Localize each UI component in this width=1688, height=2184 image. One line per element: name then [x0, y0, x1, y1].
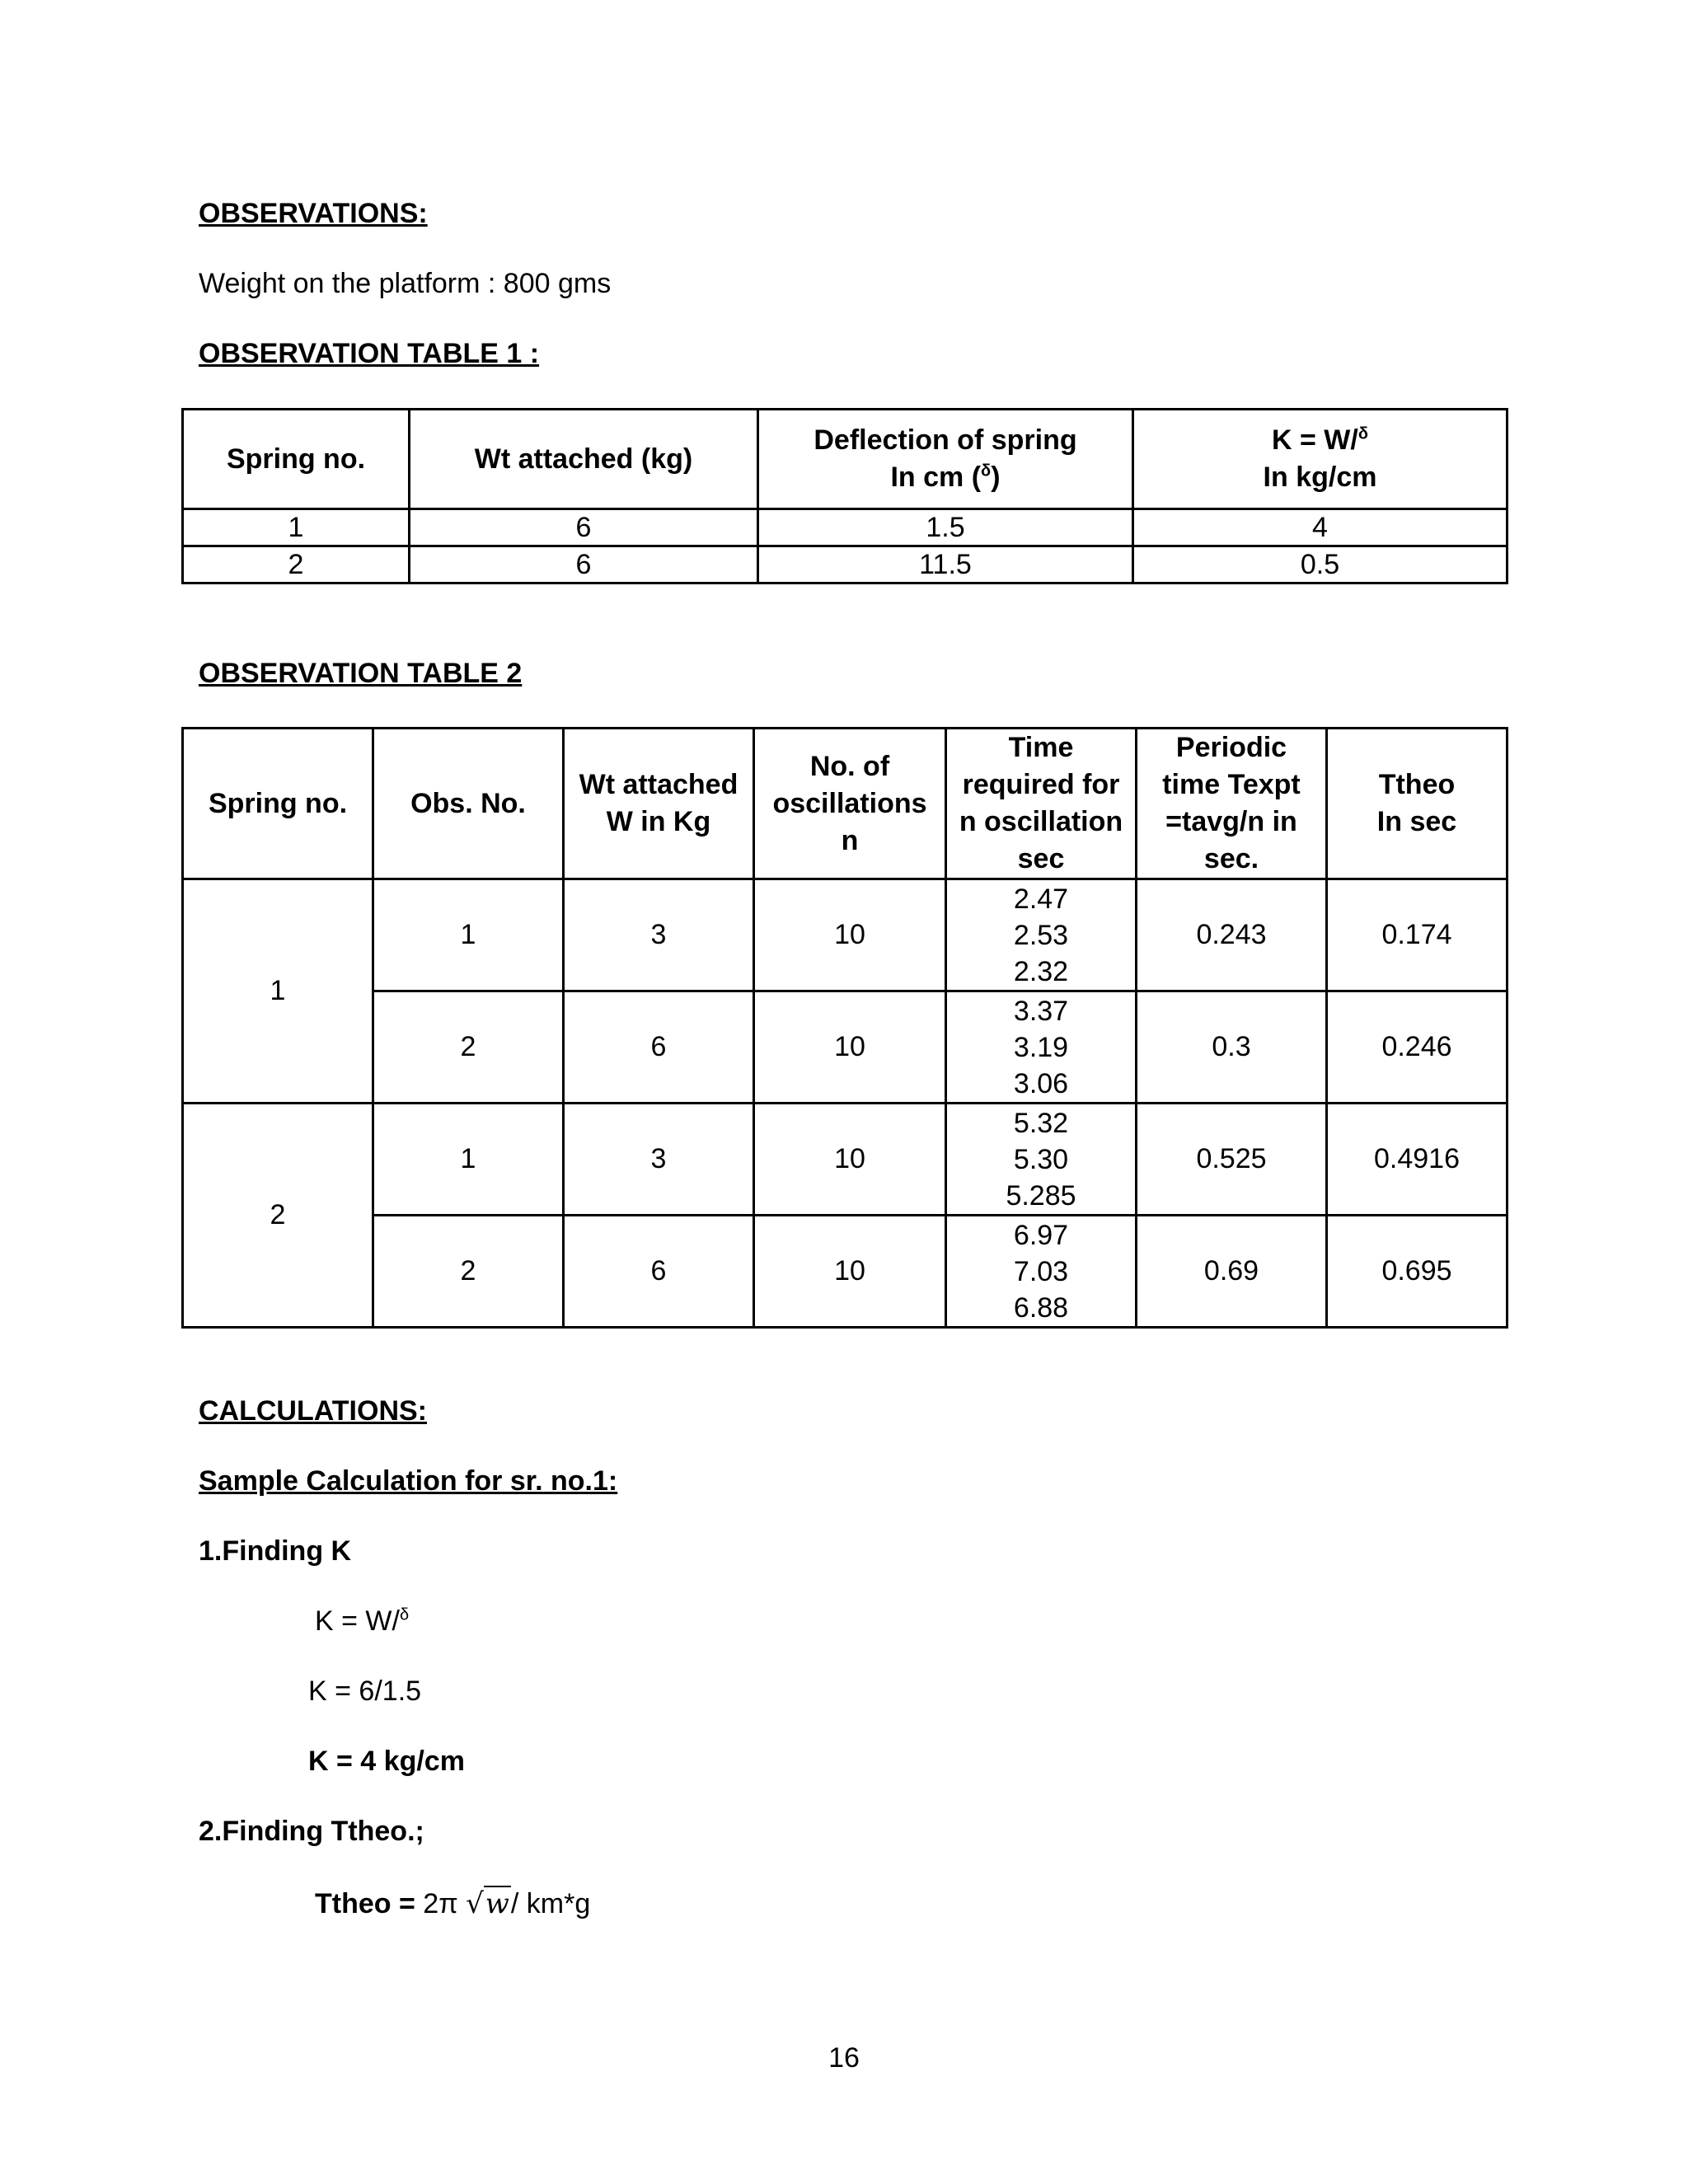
time-value: 3.06	[1013, 1067, 1069, 1099]
table-row	[183, 991, 1507, 1104]
table1-cell: 0.5	[1133, 546, 1507, 583]
table1-header-row	[183, 410, 1507, 509]
sqrt-expression: √w	[466, 1887, 509, 1920]
time-value: 6.88	[1013, 1291, 1069, 1324]
table2-cell: 0.695	[1327, 1216, 1507, 1328]
table2-cell: 0.246	[1327, 991, 1507, 1104]
times-cell	[946, 991, 1137, 1104]
time-value: 2.53	[1013, 919, 1069, 951]
table-row	[183, 879, 1507, 991]
table2-cell: 2	[373, 1216, 564, 1328]
table1-cell: 4	[1133, 509, 1507, 546]
deflection-line1: Deflection of spring	[814, 424, 1077, 456]
table-row	[183, 1216, 1507, 1328]
table-row	[183, 509, 1507, 546]
table2-cell: 1	[373, 1104, 564, 1216]
time-value: 6.97	[1013, 1219, 1069, 1251]
observation-table-1	[181, 408, 1508, 584]
wt-line1: Wt attached	[579, 769, 738, 800]
table1-cell: 1.5	[758, 509, 1133, 546]
table-row	[183, 1104, 1507, 1216]
times-cell	[946, 1216, 1137, 1328]
osc-line3: n	[841, 824, 859, 856]
time-value: 5.30	[1013, 1143, 1069, 1175]
ttheo-line2: In sec	[1376, 806, 1457, 837]
formula-k: K = W/$^\delta$	[315, 1605, 410, 1637]
step2-title: 2.Finding Ttheo.;	[199, 1816, 424, 1847]
table2-header-obs: Obs. No.	[373, 729, 564, 879]
time-value: 2.32	[1013, 955, 1069, 987]
table1-cell: 6	[410, 509, 758, 546]
table2-cell: 1	[373, 879, 564, 991]
time-line1: Time	[1008, 732, 1074, 763]
table2-header-spring: Spring no.	[183, 729, 373, 879]
step1-title: 1.Finding K	[199, 1535, 352, 1567]
period-line2: time Texpt	[1162, 769, 1301, 800]
time-line4: sec	[1017, 843, 1065, 874]
table2-cell: 10	[754, 991, 946, 1104]
table2-header-periodic	[1137, 729, 1327, 879]
substitution-k: K = 6/1.5	[308, 1675, 422, 1707]
table1-cell: 2	[183, 546, 410, 583]
table2-cell: 2	[373, 991, 564, 1104]
formula-ttheo: Ttheo = 2π √w/ km*g	[315, 1887, 591, 1920]
table2-cell: 6	[564, 991, 754, 1104]
table1-header-wt: Wt attached (kg)	[410, 410, 758, 509]
table-row	[183, 546, 1507, 583]
period-line3: =tavg/n in	[1165, 806, 1297, 837]
period-line1: Periodic	[1175, 732, 1287, 763]
table1-title: OBSERVATION TABLE 1 :	[199, 338, 540, 369]
times-cell	[946, 1104, 1137, 1216]
osc-line2: oscillations	[772, 787, 927, 819]
sample-calculation-heading: Sample Calculation for sr. no.1:	[199, 1465, 618, 1497]
table2-cell: 3	[564, 1104, 754, 1216]
table2-cell: 10	[754, 1104, 946, 1216]
time-value: 7.03	[1013, 1255, 1069, 1287]
table2-cell: 10	[754, 1216, 946, 1328]
time-value: 5.32	[1013, 1107, 1069, 1139]
result-k: K = 4 kg/cm	[308, 1746, 465, 1777]
observation-table-2	[181, 727, 1508, 1329]
table2-cell: 3	[564, 879, 754, 991]
page-number: 16	[828, 2042, 860, 2074]
time-value: 2.47	[1013, 883, 1069, 915]
time-value: 3.19	[1013, 1031, 1069, 1063]
table1-header-k	[1133, 410, 1507, 509]
table1-cell: 11.5	[758, 546, 1133, 583]
table2-cell: 0.3	[1137, 991, 1327, 1104]
table2-cell: 0.69	[1137, 1216, 1327, 1328]
table2-header-ttheo	[1327, 729, 1507, 879]
weight-on-platform: Weight on the platform : 800 gms	[199, 268, 612, 299]
table1-header-deflection	[758, 410, 1133, 509]
observations-heading: OBSERVATIONS:	[199, 198, 428, 229]
calculations-heading: CALCULATIONS:	[199, 1395, 427, 1427]
table1-cell: 1	[183, 509, 410, 546]
ttheo-line1: Ttheo	[1378, 769, 1456, 800]
table2-cell: 0.4916	[1327, 1104, 1507, 1216]
spring-cell: 1	[183, 879, 373, 1104]
k-line1: K = W/$^\delta$	[1272, 424, 1368, 456]
table1-header-spring: Spring no.	[183, 410, 410, 509]
time-line2: required for	[962, 769, 1120, 800]
period-line4: sec.	[1203, 843, 1259, 874]
time-value: 5.285	[1006, 1179, 1076, 1212]
table2-header-wt	[564, 729, 754, 879]
table1-cell: 6	[410, 546, 758, 583]
table2-header-row	[183, 729, 1507, 879]
table2-header-oscillations	[754, 729, 946, 879]
table2-cell: 0.174	[1327, 879, 1507, 991]
table2-cell: 6	[564, 1216, 754, 1328]
time-line3: n oscillation	[959, 806, 1123, 837]
times-cell	[946, 879, 1137, 991]
wt-line2: W in Kg	[606, 806, 711, 837]
osc-line1: No. of	[809, 750, 890, 782]
table2-cell: 10	[754, 879, 946, 991]
deflection-line2: In cm ($^\delta$)	[890, 462, 1001, 493]
time-value: 3.37	[1013, 995, 1069, 1027]
table2-cell: 0.525	[1137, 1104, 1327, 1216]
table2-cell: 0.243	[1137, 879, 1327, 991]
table2-header-time	[946, 729, 1137, 879]
k-line2: In kg/cm	[1263, 462, 1377, 493]
table2-title: OBSERVATION TABLE 2	[199, 658, 523, 689]
spring-cell: 2	[183, 1104, 373, 1328]
